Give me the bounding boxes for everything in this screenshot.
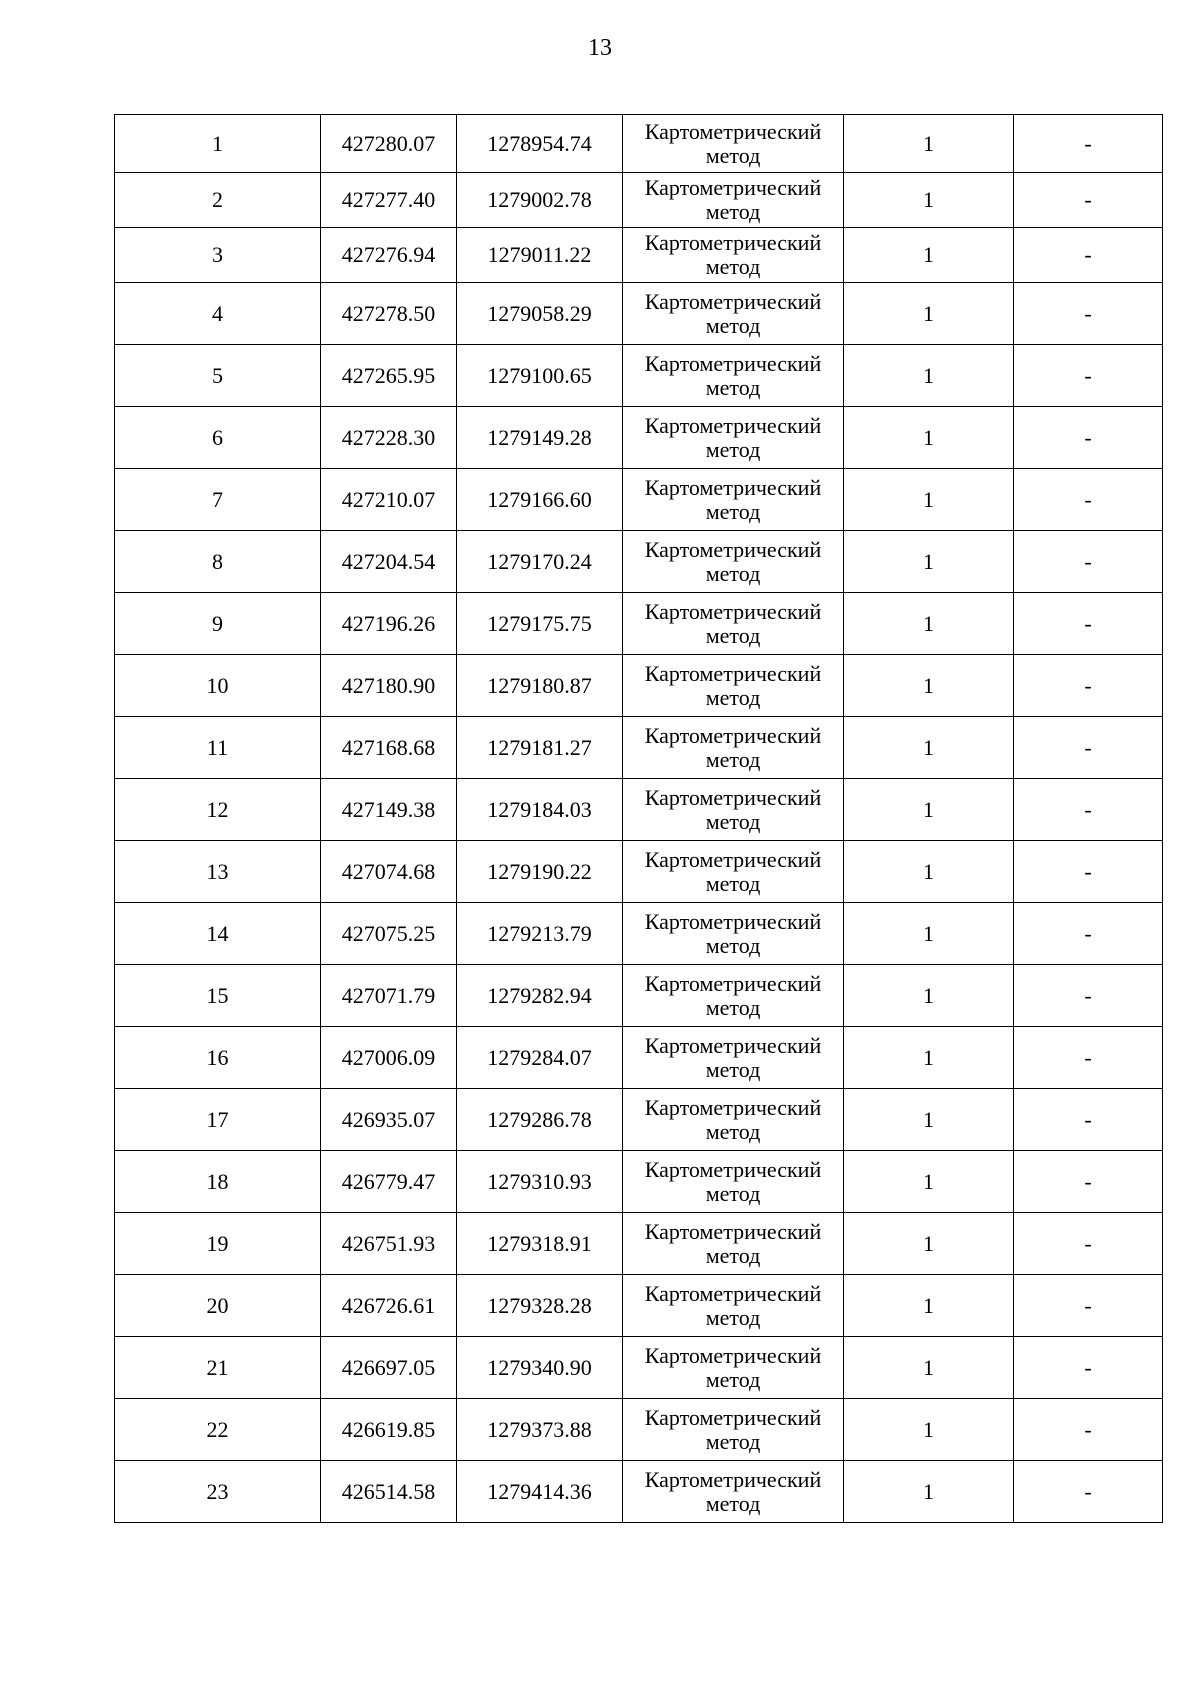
cell-note: - [1014,345,1163,407]
cell-method [623,1213,844,1275]
cell-point-number: 18 [115,1151,321,1213]
cell-accuracy: 1 [844,345,1014,407]
method-line: метод [705,622,761,648]
cell-note: - [1014,228,1163,283]
method-line: Картометрический [644,1094,822,1120]
cell-accuracy: 1 [844,173,1014,228]
cell-y-coordinate: 1279170.24 [457,531,623,593]
method-line: Картометрический [644,908,822,934]
cell-accuracy: 1 [844,717,1014,779]
cell-y-coordinate: 1279058.29 [457,283,623,345]
cell-y-coordinate: 1279328.28 [457,1275,623,1337]
method-line: метод [705,932,761,958]
cell-method [623,1337,844,1399]
method-line: метод [705,684,761,710]
cell-note: - [1014,1461,1163,1523]
cell-y-coordinate: 1279181.27 [457,717,623,779]
cell-x-coordinate: 427168.68 [321,717,457,779]
cell-accuracy: 1 [844,228,1014,283]
method-line: Картометрический [644,598,822,624]
table-row [115,965,1163,1027]
cell-x-coordinate: 427071.79 [321,965,457,1027]
table-row [115,283,1163,345]
method-line: Картометрический [644,536,822,562]
cell-y-coordinate: 1279149.28 [457,407,623,469]
method-line: Картометрический [644,722,822,748]
method-line: метод [705,994,761,1020]
method-line: Картометрический [644,412,822,438]
method-line: метод [705,1242,761,1268]
cell-method [623,531,844,593]
table-row [115,1337,1163,1399]
cell-point-number: 13 [115,841,321,903]
cell-x-coordinate: 427276.94 [321,228,457,283]
cell-method [623,1275,844,1337]
cell-y-coordinate: 1279318.91 [457,1213,623,1275]
cell-method [623,115,844,173]
table-row [115,593,1163,655]
method-line: метод [705,436,761,462]
method-line: Картометрический [644,474,822,500]
cell-accuracy: 1 [844,531,1014,593]
cell-point-number: 14 [115,903,321,965]
method-line: Картометрический [644,846,822,872]
cell-note: - [1014,469,1163,531]
cell-point-number: 4 [115,283,321,345]
cell-x-coordinate: 427180.90 [321,655,457,717]
method-line: метод [705,312,761,338]
cell-method [623,173,844,228]
cell-method [623,1089,844,1151]
page-number: 13 [588,35,612,61]
cell-accuracy: 1 [844,283,1014,345]
cell-point-number: 19 [115,1213,321,1275]
cell-x-coordinate: 426697.05 [321,1337,457,1399]
cell-note: - [1014,779,1163,841]
cell-accuracy: 1 [844,1275,1014,1337]
cell-point-number: 6 [115,407,321,469]
cell-note: - [1014,1151,1163,1213]
cell-x-coordinate: 427204.54 [321,531,457,593]
cell-note: - [1014,283,1163,345]
method-line: метод [705,1304,761,1330]
cell-x-coordinate: 426935.07 [321,1089,457,1151]
cell-accuracy: 1 [844,1337,1014,1399]
cell-accuracy: 1 [844,593,1014,655]
cell-y-coordinate: 1279284.07 [457,1027,623,1089]
cell-method [623,593,844,655]
method-line: Картометрический [644,175,822,200]
method-line: Картометрический [644,1032,822,1058]
cell-note: - [1014,1399,1163,1461]
cell-point-number: 1 [115,115,321,173]
cell-x-coordinate: 426779.47 [321,1151,457,1213]
cell-method [623,283,844,345]
method-line: Картометрический [644,118,822,144]
cell-method [623,407,844,469]
method-line: метод [705,1118,761,1144]
table-row [115,1151,1163,1213]
cell-note: - [1014,903,1163,965]
table-row [115,1399,1163,1461]
cell-accuracy: 1 [844,1027,1014,1089]
cell-accuracy: 1 [844,407,1014,469]
method-line: Картометрический [644,1466,822,1492]
cell-y-coordinate: 1279002.78 [457,173,623,228]
cell-x-coordinate: 426619.85 [321,1399,457,1461]
method-line: Картометрический [644,1280,822,1306]
cell-point-number: 20 [115,1275,321,1337]
method-line: метод [705,808,761,834]
cell-point-number: 21 [115,1337,321,1399]
cell-accuracy: 1 [844,1399,1014,1461]
cell-y-coordinate: 1279340.90 [457,1337,623,1399]
method-line: Картометрический [644,1342,822,1368]
method-line: метод [705,1428,761,1454]
method-line: Картометрический [644,1404,822,1430]
method-line: Картометрический [644,1218,822,1244]
cell-method [623,903,844,965]
cell-point-number: 7 [115,469,321,531]
method-line: метод [705,254,761,279]
cell-x-coordinate: 427280.07 [321,115,457,173]
cell-accuracy: 1 [844,1151,1014,1213]
cell-accuracy: 1 [844,469,1014,531]
cell-y-coordinate: 1279166.60 [457,469,623,531]
method-line: метод [705,1490,761,1516]
cell-y-coordinate: 1279011.22 [457,228,623,283]
cell-method [623,469,844,531]
method-line: метод [705,142,761,168]
cell-note: - [1014,173,1163,228]
cell-accuracy: 1 [844,903,1014,965]
method-line: Картометрический [644,230,822,255]
table-row [115,228,1163,283]
cell-point-number: 9 [115,593,321,655]
cell-y-coordinate: 1279373.88 [457,1399,623,1461]
cell-note: - [1014,655,1163,717]
cell-x-coordinate: 427074.68 [321,841,457,903]
cell-x-coordinate: 427277.40 [321,173,457,228]
cell-y-coordinate: 1279100.65 [457,345,623,407]
table-row [115,173,1163,228]
cell-accuracy: 1 [844,655,1014,717]
table-row [115,655,1163,717]
cell-point-number: 22 [115,1399,321,1461]
method-line: Картометрический [644,350,822,376]
cell-note: - [1014,1213,1163,1275]
cell-accuracy: 1 [844,965,1014,1027]
cell-method [623,779,844,841]
method-line: метод [705,498,761,524]
cell-x-coordinate: 426751.93 [321,1213,457,1275]
cell-y-coordinate: 1279184.03 [457,779,623,841]
method-line: Картометрический [644,288,822,314]
method-line: метод [705,374,761,400]
cell-method [623,1027,844,1089]
cell-y-coordinate: 1279180.87 [457,655,623,717]
cell-note: - [1014,1089,1163,1151]
cell-point-number: 5 [115,345,321,407]
cell-method [623,345,844,407]
cell-method [623,228,844,283]
cell-point-number: 11 [115,717,321,779]
cell-accuracy: 1 [844,115,1014,173]
method-line: Картометрический [644,970,822,996]
cell-method [623,1399,844,1461]
method-line: Картометрический [644,660,822,686]
cell-accuracy: 1 [844,841,1014,903]
table-row [115,407,1163,469]
cell-y-coordinate: 1279213.79 [457,903,623,965]
cell-accuracy: 1 [844,1089,1014,1151]
cell-note: - [1014,965,1163,1027]
table-row [115,1089,1163,1151]
table-row [115,1461,1163,1523]
cell-point-number: 17 [115,1089,321,1151]
cell-x-coordinate: 427228.30 [321,407,457,469]
cell-point-number: 2 [115,173,321,228]
method-line: метод [705,199,761,224]
cell-y-coordinate: 1279175.75 [457,593,623,655]
cell-note: - [1014,593,1163,655]
cell-x-coordinate: 427265.95 [321,345,457,407]
cell-y-coordinate: 1279286.78 [457,1089,623,1151]
cell-accuracy: 1 [844,1213,1014,1275]
table-row [115,903,1163,965]
cell-point-number: 3 [115,228,321,283]
cell-method [623,655,844,717]
table-row [115,841,1163,903]
table-row [115,779,1163,841]
cell-note: - [1014,1027,1163,1089]
cell-y-coordinate: 1279282.94 [457,965,623,1027]
cell-point-number: 15 [115,965,321,1027]
cell-x-coordinate: 427210.07 [321,469,457,531]
cell-point-number: 16 [115,1027,321,1089]
coordinates-table [114,114,1163,1523]
table-row [115,115,1163,173]
table-row [115,345,1163,407]
table-row [115,717,1163,779]
method-line: метод [705,1180,761,1206]
cell-point-number: 23 [115,1461,321,1523]
cell-note: - [1014,1337,1163,1399]
coordinates-table-body [115,115,1163,1523]
cell-y-coordinate: 1278954.74 [457,115,623,173]
table-row [115,531,1163,593]
cell-y-coordinate: 1279310.93 [457,1151,623,1213]
cell-method [623,1151,844,1213]
method-line: метод [705,1366,761,1392]
cell-note: - [1014,115,1163,173]
cell-y-coordinate: 1279414.36 [457,1461,623,1523]
cell-point-number: 12 [115,779,321,841]
cell-note: - [1014,1275,1163,1337]
cell-accuracy: 1 [844,779,1014,841]
method-line: метод [705,870,761,896]
cell-point-number: 8 [115,531,321,593]
cell-point-number: 10 [115,655,321,717]
cell-y-coordinate: 1279190.22 [457,841,623,903]
cell-x-coordinate: 427075.25 [321,903,457,965]
cell-x-coordinate: 426726.61 [321,1275,457,1337]
table-row [115,469,1163,531]
cell-note: - [1014,841,1163,903]
cell-method [623,1461,844,1523]
method-line: метод [705,746,761,772]
cell-note: - [1014,717,1163,779]
cell-method [623,841,844,903]
cell-x-coordinate: 426514.58 [321,1461,457,1523]
cell-method [623,717,844,779]
cell-x-coordinate: 427149.38 [321,779,457,841]
method-line: метод [705,1056,761,1082]
cell-note: - [1014,531,1163,593]
cell-x-coordinate: 427278.50 [321,283,457,345]
cell-x-coordinate: 427006.09 [321,1027,457,1089]
table-row [115,1275,1163,1337]
method-line: Картометрический [644,1156,822,1182]
table-row [115,1213,1163,1275]
method-line: метод [705,560,761,586]
method-line: Картометрический [644,784,822,810]
table-row [115,1027,1163,1089]
cell-accuracy: 1 [844,1461,1014,1523]
cell-method [623,965,844,1027]
cell-note: - [1014,407,1163,469]
cell-x-coordinate: 427196.26 [321,593,457,655]
